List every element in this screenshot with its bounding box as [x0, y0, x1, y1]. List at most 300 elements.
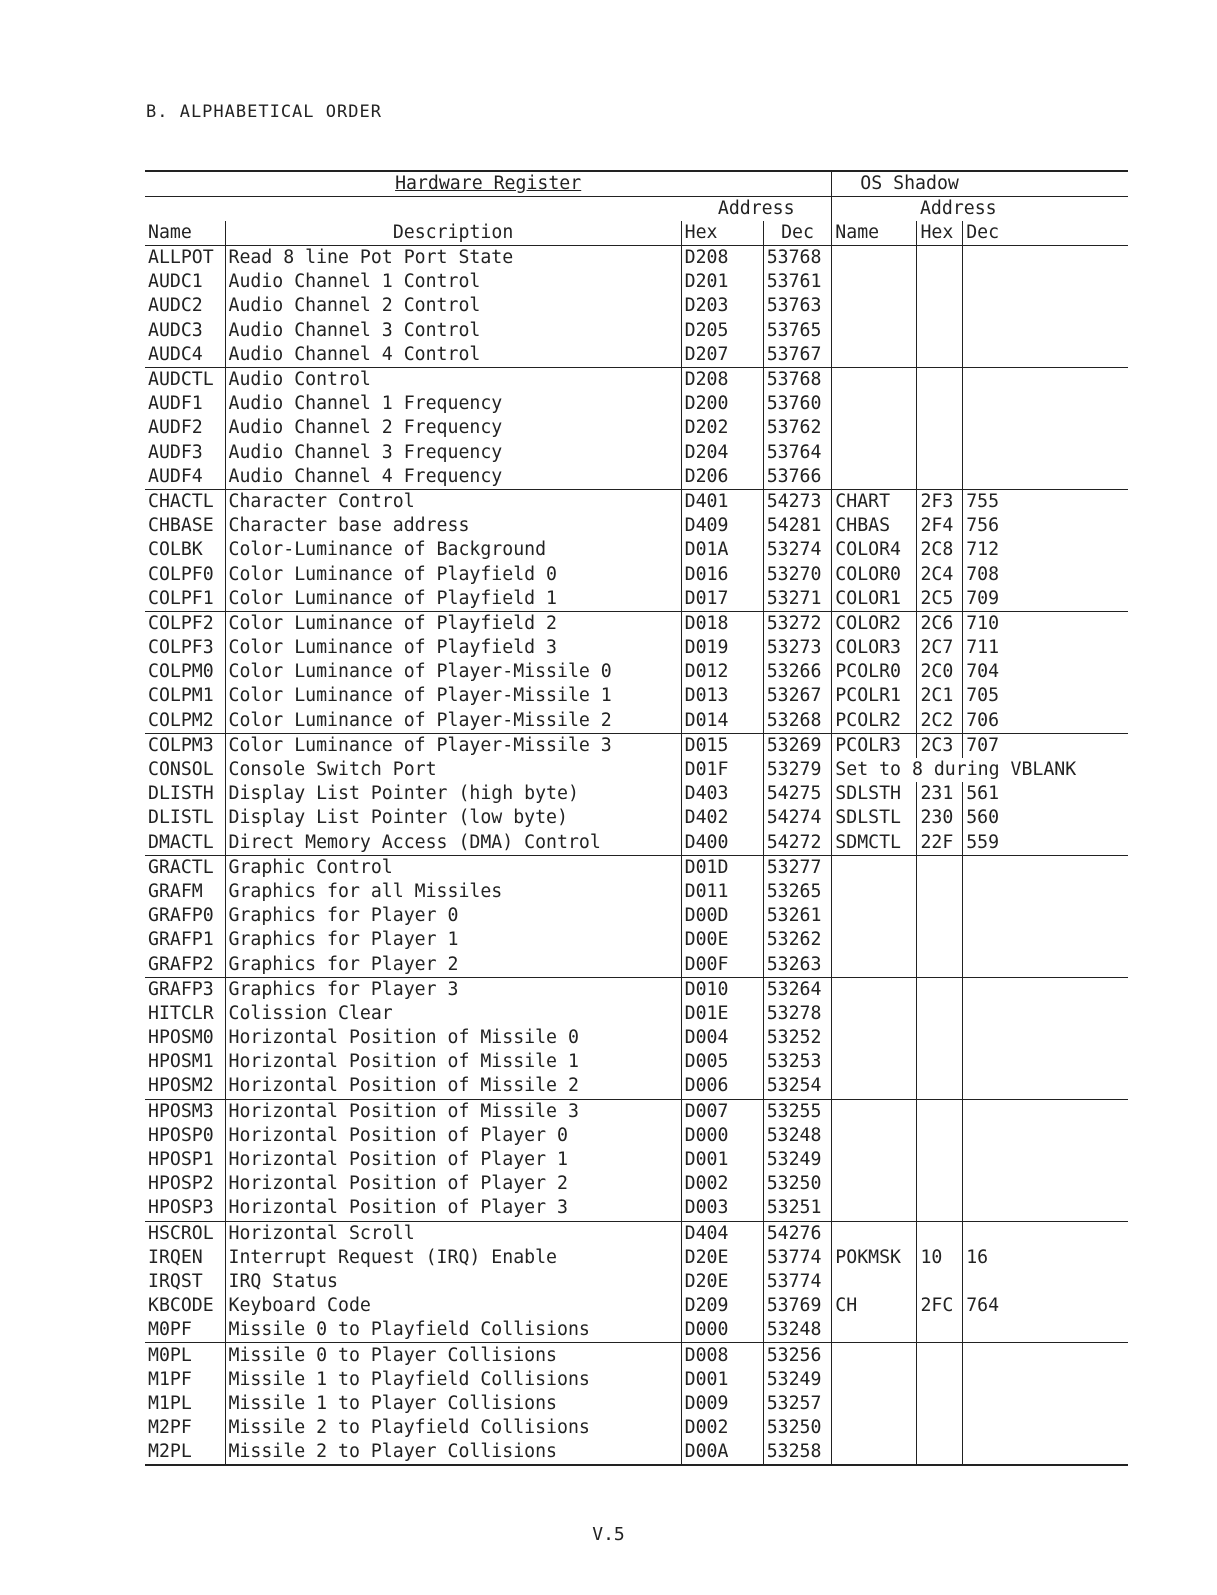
- shadow-hex: [917, 855, 963, 880]
- table-row: [145, 806, 1128, 830]
- shadow-name: PCOLR2: [832, 709, 917, 734]
- register-description: Audio Channel 4 Frequency: [225, 465, 681, 490]
- register-name: DLISTL: [148, 807, 214, 829]
- register-name: GRACTL: [148, 856, 214, 878]
- shadow-dec: [963, 1440, 1128, 1465]
- register-description: Direct Memory Access (DMA) Control: [225, 831, 681, 856]
- register-description: Audio Control: [225, 367, 681, 392]
- register-description: Horizontal Position of Missile 1: [225, 1050, 681, 1074]
- register-table: [145, 170, 1128, 1466]
- register-hex: D00F: [681, 952, 763, 977]
- register-hex: D401: [681, 489, 763, 514]
- shadow-hex: 2C0: [917, 660, 963, 684]
- table-row: [145, 1148, 1128, 1172]
- register-hex: D20E: [681, 1246, 763, 1270]
- os-shadow-heading: OS Shadow: [832, 171, 1128, 197]
- register-dec: 53774: [763, 1270, 832, 1294]
- register-dec: 54273: [763, 489, 832, 514]
- register-name: COLBK: [148, 539, 203, 561]
- register-dec: 53262: [763, 928, 832, 952]
- shadow-hex: [917, 952, 963, 977]
- register-name: AUDC2: [148, 295, 203, 317]
- register-description: Color Luminance of Playfield 1: [225, 587, 681, 612]
- register-name: HPOSM3: [148, 1100, 214, 1122]
- shadow-name: PCOLR0: [832, 660, 917, 684]
- register-description: Graphics for Player 3: [225, 977, 681, 1002]
- shadow-name: COLOR4: [832, 538, 917, 562]
- table-row: [145, 611, 1128, 636]
- shadow-dec: 707: [963, 733, 1128, 758]
- shadow-hex: [917, 1270, 963, 1294]
- shadow-name: [832, 1440, 917, 1465]
- register-name: GRAFM: [148, 880, 203, 902]
- shadow-dec: 704: [963, 660, 1128, 684]
- shadow-name: SDLSTH: [832, 782, 917, 806]
- shadow-name: [832, 855, 917, 880]
- shadow-dec: [963, 294, 1128, 318]
- table-row: [145, 855, 1128, 880]
- shadow-dec: 559: [963, 831, 1128, 856]
- shadow-hex: 230: [917, 806, 963, 830]
- register-dec: 53767: [763, 343, 832, 368]
- shadow-name: [832, 416, 917, 440]
- register-description: Read 8 line Pot Port State: [225, 246, 681, 271]
- register-dec: 53769: [763, 1294, 832, 1318]
- shadow-hex: 2C2: [917, 709, 963, 734]
- shadow-dec: 712: [963, 538, 1128, 562]
- shadow-name: [832, 1050, 917, 1074]
- page-number: V.5: [592, 1524, 625, 1545]
- shadow-name: CHBAS: [832, 514, 917, 538]
- register-name: COLPM2: [145, 709, 225, 734]
- shadow-name: COLOR0: [832, 562, 917, 586]
- register-description: IRQ Status: [225, 1270, 681, 1294]
- register-dec: 53263: [763, 952, 832, 977]
- register-hex: D010: [681, 977, 763, 1002]
- shadow-hex: 10: [917, 1246, 963, 1270]
- shadow-name: PCOLR3: [832, 733, 917, 758]
- shadow-dec: [963, 1392, 1128, 1416]
- register-name: M0PL: [148, 1344, 192, 1366]
- shadow-hex: 2C5: [917, 587, 963, 612]
- register-name: AUDC1: [148, 271, 203, 293]
- shadow-dec: [963, 343, 1128, 368]
- register-hex: D003: [681, 1196, 763, 1221]
- shadow-hex: [917, 904, 963, 928]
- register-dec: 53253: [763, 1050, 832, 1074]
- register-table-wrapper: [145, 170, 1128, 1466]
- register-description: Keyboard Code: [225, 1294, 681, 1318]
- shadow-dec: [963, 1172, 1128, 1196]
- register-name: HPOSP0: [148, 1124, 214, 1146]
- shadow-name: [832, 1368, 917, 1392]
- register-name: AUDF4: [145, 465, 225, 490]
- register-description: Horizontal Position of Missile 0: [225, 1026, 681, 1050]
- shadow-name: [832, 1392, 917, 1416]
- shadow-dec: [963, 855, 1128, 880]
- table-row: [145, 684, 1128, 708]
- register-description: Horizontal Position of Player 2: [225, 1172, 681, 1196]
- register-hex: D207: [681, 343, 763, 368]
- table-row: [145, 587, 1128, 612]
- table-row: [145, 1246, 1128, 1270]
- name-column-header: Name: [145, 221, 225, 246]
- register-name: AUDF1: [148, 393, 203, 415]
- register-name: COLPF3: [148, 637, 214, 659]
- register-description: Colission Clear: [225, 1002, 681, 1026]
- register-name: ALLPOT: [148, 247, 214, 269]
- shadow-dec: [963, 1002, 1128, 1026]
- register-dec: 53269: [763, 733, 832, 758]
- register-dec: 53268: [763, 709, 832, 734]
- shadow-hex: [917, 1440, 963, 1465]
- register-hex: D204: [681, 441, 763, 465]
- shadow-name: [832, 319, 917, 343]
- shadow-dec-column-header: Dec: [963, 221, 1128, 246]
- shadow-hex: 2C6: [917, 611, 963, 636]
- register-hex: D005: [681, 1050, 763, 1074]
- shadow-dec: [963, 880, 1128, 904]
- table-row: [145, 489, 1128, 514]
- register-description: Audio Channel 1 Frequency: [225, 392, 681, 416]
- shadow-name: [832, 1124, 917, 1148]
- register-name: DMACTL: [145, 831, 225, 856]
- register-dec: 53763: [763, 294, 832, 318]
- register-description: Missile 1 to Playfield Collisions: [225, 1368, 681, 1392]
- table-row: [145, 1050, 1128, 1074]
- register-hex: D206: [681, 465, 763, 490]
- register-description: Graphics for all Missiles: [225, 880, 681, 904]
- shadow-hex: [917, 416, 963, 440]
- register-hex: D200: [681, 392, 763, 416]
- shadow-hex: [917, 1318, 963, 1343]
- shadow-hex: [917, 294, 963, 318]
- shadow-hex: [917, 319, 963, 343]
- register-dec: 53272: [763, 611, 832, 636]
- table-row: [145, 709, 1128, 734]
- shadow-name: [832, 294, 917, 318]
- register-dec: 53248: [763, 1318, 832, 1343]
- register-description: Audio Channel 2 Control: [225, 294, 681, 318]
- table-row: [145, 514, 1128, 538]
- shadow-dec: [963, 1196, 1128, 1221]
- register-description: Graphics for Player 2: [225, 952, 681, 977]
- table-row: [145, 1368, 1128, 1392]
- register-name: COLPM0: [148, 661, 214, 683]
- register-name: CHACTL: [148, 490, 214, 512]
- shadow-name: [832, 1002, 917, 1026]
- register-dec: 53762: [763, 416, 832, 440]
- register-name: GRAFP3: [148, 978, 214, 1000]
- shadow-name: PCOLR1: [832, 684, 917, 708]
- register-hex: D202: [681, 416, 763, 440]
- register-description: Character base address: [225, 514, 681, 538]
- register-hex: D00E: [681, 928, 763, 952]
- table-row: [145, 1440, 1128, 1465]
- register-dec: 53249: [763, 1368, 832, 1392]
- register-dec: 54272: [763, 831, 832, 856]
- register-dec: 53271: [763, 587, 832, 612]
- register-dec: 53270: [763, 562, 832, 586]
- shadow-dec: 711: [963, 636, 1128, 660]
- table-row: [145, 367, 1128, 392]
- shadow-name: [832, 1318, 917, 1343]
- table-row: [145, 1392, 1128, 1416]
- shadow-dec: [963, 952, 1128, 977]
- shadow-hex: [917, 1074, 963, 1099]
- table-row: [145, 1221, 1128, 1246]
- register-name: GRAFP0: [148, 905, 214, 927]
- table-row: [145, 1074, 1128, 1099]
- shadow-hex: [917, 928, 963, 952]
- register-dec: 53248: [763, 1124, 832, 1148]
- register-dec: 53249: [763, 1148, 832, 1172]
- shadow-dec: [963, 904, 1128, 928]
- register-hex: D009: [681, 1392, 763, 1416]
- shadow-hex: [917, 441, 963, 465]
- shadow-name: SDMCTL: [832, 831, 917, 856]
- shadow-dec: 709: [963, 587, 1128, 612]
- shadow-name: [832, 928, 917, 952]
- table-row: [145, 1026, 1128, 1050]
- register-dec: 53250: [763, 1416, 832, 1440]
- table-row: [145, 880, 1128, 904]
- register-description: Graphic Control: [225, 855, 681, 880]
- register-hex: D015: [681, 733, 763, 758]
- shadow-name: [832, 1172, 917, 1196]
- register-hex: D01D: [681, 855, 763, 880]
- table-row: [145, 1416, 1128, 1440]
- register-dec: 53774: [763, 1246, 832, 1270]
- register-dec: 53764: [763, 441, 832, 465]
- register-description: Display List Pointer (low byte): [225, 806, 681, 830]
- register-description: Audio Channel 3 Control: [225, 319, 681, 343]
- table-row: [145, 392, 1128, 416]
- register-hex: D002: [681, 1172, 763, 1196]
- hex-column-header: Hex: [681, 221, 763, 246]
- register-dec: 53267: [763, 684, 832, 708]
- shadow-dec: [963, 1416, 1128, 1440]
- shadow-dec: [963, 1050, 1128, 1074]
- shadow-hex: [917, 367, 963, 392]
- register-dec: 53760: [763, 392, 832, 416]
- register-name: HITCLR: [148, 1002, 214, 1024]
- table-row: [145, 636, 1128, 660]
- register-description: Character Control: [225, 489, 681, 514]
- shadow-dec: [963, 319, 1128, 343]
- shadow-name: [832, 904, 917, 928]
- shadow-name: [832, 270, 917, 294]
- register-name: GRAFP1: [148, 929, 214, 951]
- table-row: [145, 1172, 1128, 1196]
- shadow-hex: [917, 1343, 963, 1368]
- register-name: KBCODE: [148, 1295, 214, 1317]
- shadow-dec: [963, 1270, 1128, 1294]
- shadow-dec: [963, 246, 1128, 271]
- shadow-hex: 22F: [917, 831, 963, 856]
- register-name: M2PL: [145, 1440, 225, 1465]
- table-row: [145, 733, 1128, 758]
- register-name: AUDC3: [148, 319, 203, 341]
- shadow-name: [832, 1074, 917, 1099]
- shadow-dec: [963, 441, 1128, 465]
- register-description: Color Luminance of Playfield 3: [225, 636, 681, 660]
- shadow-name: [832, 1099, 917, 1124]
- shadow-dec: 710: [963, 611, 1128, 636]
- shadow-dec: 560: [963, 806, 1128, 830]
- register-hex: D409: [681, 514, 763, 538]
- register-description: Audio Channel 3 Frequency: [225, 441, 681, 465]
- register-name: CHBASE: [148, 515, 214, 537]
- register-name: HPOSP2: [148, 1173, 214, 1195]
- register-description: Horizontal Scroll: [225, 1221, 681, 1246]
- register-name: COLPM3: [148, 734, 214, 756]
- register-description: Audio Channel 2 Frequency: [225, 416, 681, 440]
- shadow-hex: [917, 1196, 963, 1221]
- table-row: [145, 538, 1128, 562]
- shadow-name: [832, 367, 917, 392]
- register-dec: 53254: [763, 1074, 832, 1099]
- table-row: [145, 1099, 1128, 1124]
- register-description: Color Luminance of Player-Missile 2: [225, 709, 681, 734]
- table-row: [145, 758, 1128, 782]
- register-name: AUDF2: [148, 417, 203, 439]
- table-row: [145, 1002, 1128, 1026]
- register-name: HPOSM2: [145, 1074, 225, 1099]
- table-row: [145, 416, 1128, 440]
- register-dec: 53266: [763, 660, 832, 684]
- table-row: [145, 660, 1128, 684]
- register-name: IRQST: [148, 1270, 203, 1292]
- shadow-hex: [917, 465, 963, 490]
- dec-column-header: Dec: [763, 221, 832, 246]
- register-hex: D20E: [681, 1270, 763, 1294]
- shadow-dec: 755: [963, 489, 1128, 514]
- register-hex: D01A: [681, 538, 763, 562]
- hardware-register-heading: Hardware Register: [145, 171, 832, 197]
- register-description: Graphics for Player 1: [225, 928, 681, 952]
- shadow-hex: 2C8: [917, 538, 963, 562]
- shadow-dec: 561: [963, 782, 1128, 806]
- shadow-dec: [963, 1026, 1128, 1050]
- table-row: [145, 343, 1128, 368]
- register-description: Horizontal Position of Player 3: [225, 1196, 681, 1221]
- shadow-hex: 2F4: [917, 514, 963, 538]
- register-name: COLPF0: [148, 563, 214, 585]
- register-description: Horizontal Position of Player 1: [225, 1148, 681, 1172]
- register-hex: D209: [681, 1294, 763, 1318]
- register-hex: D002: [681, 1416, 763, 1440]
- register-dec: 53273: [763, 636, 832, 660]
- register-hex: D008: [681, 1343, 763, 1368]
- register-dec: 53250: [763, 1172, 832, 1196]
- register-dec: 54275: [763, 782, 832, 806]
- register-dec: 53256: [763, 1343, 832, 1368]
- table-body: [145, 246, 1128, 1466]
- register-description: Horizontal Position of Missile 2: [225, 1074, 681, 1099]
- shadow-name: [832, 1026, 917, 1050]
- shadow-hex: [917, 1124, 963, 1148]
- shadow-name: CHART: [832, 489, 917, 514]
- shadow-dec: [963, 367, 1128, 392]
- table-row: [145, 294, 1128, 318]
- table-row: [145, 831, 1128, 856]
- shadow-name: [832, 952, 917, 977]
- shadow-name: CH: [832, 1294, 917, 1318]
- shadow-hex: 2C3: [917, 733, 963, 758]
- register-hex: D017: [681, 587, 763, 612]
- shadow-name: COLOR1: [832, 587, 917, 612]
- shadow-hex: [917, 246, 963, 271]
- register-dec: 54281: [763, 514, 832, 538]
- register-name: COLPF2: [148, 612, 214, 634]
- register-hex: D013: [681, 684, 763, 708]
- table-row: [145, 562, 1128, 586]
- register-hex: D400: [681, 831, 763, 856]
- register-name: M2PF: [148, 1417, 192, 1439]
- shadow-dec: [963, 1148, 1128, 1172]
- table-row: [145, 270, 1128, 294]
- register-hex: D012: [681, 660, 763, 684]
- table-row: [145, 319, 1128, 343]
- register-description: Missile 1 to Player Collisions: [225, 1392, 681, 1416]
- shadow-hex: [917, 1002, 963, 1026]
- shadow-hex: [917, 1416, 963, 1440]
- register-description: Audio Channel 4 Control: [225, 343, 681, 368]
- register-name: CONSOL: [148, 759, 214, 781]
- shadow-dec: [963, 392, 1128, 416]
- shadow-name: COLOR2: [832, 611, 917, 636]
- shadow-name: SDLSTL: [832, 806, 917, 830]
- shadow-hex: 2FC: [917, 1294, 963, 1318]
- shadow-name: [832, 392, 917, 416]
- register-dec: 53761: [763, 270, 832, 294]
- register-dec: 53279: [763, 758, 832, 782]
- register-name: AUDC4: [145, 343, 225, 368]
- shadow-name: [832, 1148, 917, 1172]
- register-description: Horizontal Position of Player 0: [225, 1124, 681, 1148]
- register-dec: 53251: [763, 1196, 832, 1221]
- register-hex: D201: [681, 270, 763, 294]
- section-title: B. ALPHABETICAL ORDER: [146, 102, 382, 122]
- register-hex: D001: [681, 1148, 763, 1172]
- register-hex: D007: [681, 1099, 763, 1124]
- shadow-hex: 2C7: [917, 636, 963, 660]
- register-dec: 53265: [763, 880, 832, 904]
- shadow-dec: [963, 1318, 1128, 1343]
- shadow-hex-column-header: Hex: [917, 221, 963, 246]
- register-description: Color Luminance of Player-Missile 3: [225, 733, 681, 758]
- register-name: HPOSP1: [148, 1149, 214, 1171]
- shadow-hex: [917, 1148, 963, 1172]
- register-name: DLISTH: [148, 783, 214, 805]
- register-description: Missile 2 to Player Collisions: [225, 1440, 681, 1465]
- shadow-name: [832, 1221, 917, 1246]
- table-row: [145, 1124, 1128, 1148]
- table-row: [145, 928, 1128, 952]
- register-dec: 53766: [763, 465, 832, 490]
- register-hex: D018: [681, 611, 763, 636]
- shadow-name: COLOR3: [832, 636, 917, 660]
- shadow-dec: [963, 977, 1128, 1002]
- register-hex: D208: [681, 367, 763, 392]
- register-dec: 53765: [763, 319, 832, 343]
- register-name: HSCROL: [148, 1222, 214, 1244]
- register-dec: 54274: [763, 806, 832, 830]
- table-row: [145, 441, 1128, 465]
- register-hex: D019: [681, 636, 763, 660]
- register-description: Missile 0 to Player Collisions: [225, 1343, 681, 1368]
